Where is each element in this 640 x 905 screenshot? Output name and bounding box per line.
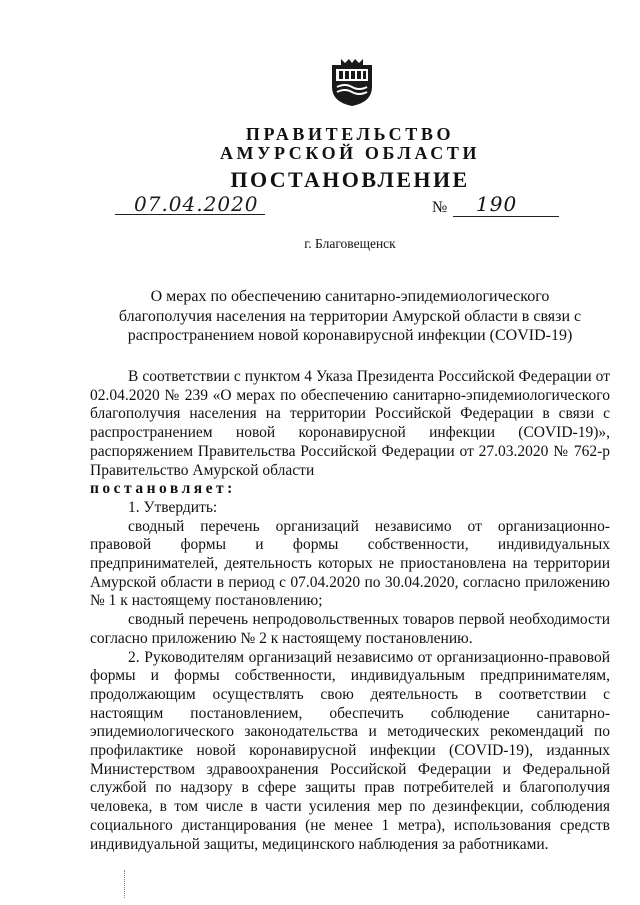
government-name-line2: АМУРСКОЙ ОБЛАСТИ — [219, 143, 481, 163]
item-1-b-paragraph: сводный перечень непродовольственных товаров первой необходимости согласно приложению № 2 к настоящему постановлению. — [90, 611, 610, 647]
item-1-a-paragraph: сводный перечень организаций независимо от организационно-правовой формы и формы собственности, индивидуальных предпринимателей, деятельность которых не приостановлена на территории Амурской области в период с 07.04.2020 по 30.04.2020, согласно приложению № 1 к настоящему постановлению; — [90, 517, 610, 610]
handwritten-number: 190 — [476, 192, 518, 216]
preamble-paragraph: В соответствии с пунктом 4 Указа Президента Российской Федерации от 02.04.2020 № 239 «О мерах по обеспечению санитарно-эпидемиологического благополучия населения на территории Российской Федерации в связи с распространением новой коронавирусной инфекции (COVID-19)», распоряжением Правительства Российской Федерации от 27.03.2020 № 762-р Правительство Амурской области — [90, 368, 610, 479]
number-label: № — [432, 199, 448, 216]
document-title: О мерах по обеспечению санитарно-эпидемиологического благополучия населения на территории Амурской области в связи с распространением новой коронавирусной инфекции (COVID-19) — [118, 288, 582, 344]
item-1-heading: 1. Утвердить: — [128, 498, 218, 516]
document-type: ПОСТАНОВЛЕНИЕ — [230, 167, 470, 192]
margin-mark — [124, 870, 126, 898]
city-name: г. Благовещенск — [304, 236, 396, 251]
government-name-line1: ПРАВИТЕЛЬСТВО — [245, 124, 455, 144]
coat-of-arms-icon — [329, 57, 375, 107]
date-underline — [115, 214, 265, 215]
item-2-paragraph: 2. Руководителям организаций независимо от организационно-правовой формы и формы собственности, индивидуальным предпринимателям, продолжающим осуществлять свою деятельность в соответствии с настоящим постановлением, обеспечить соблюдение санитарно-эпидемиологического законодательства и методических рекомендаций по профилактике новой коронавирусной инфекции (COVID-19), изданных Министерством здравоохранения Российской Федерации и Федеральной службой по надзору в сфере защиты прав потребителей и благополучия человека, в том числе в части усиления мер по дезинфекции, соблюдения социального дистанцирования (не менее 1 метра), использования средств индивидуальной защиты, медицинского наблюдения за работниками. — [90, 648, 610, 853]
document-body — [90, 368, 610, 854]
handwritten-date: 07.04.2020 — [134, 192, 259, 216]
decree-word: постановляет: — [90, 480, 236, 498]
number-underline — [453, 216, 559, 217]
